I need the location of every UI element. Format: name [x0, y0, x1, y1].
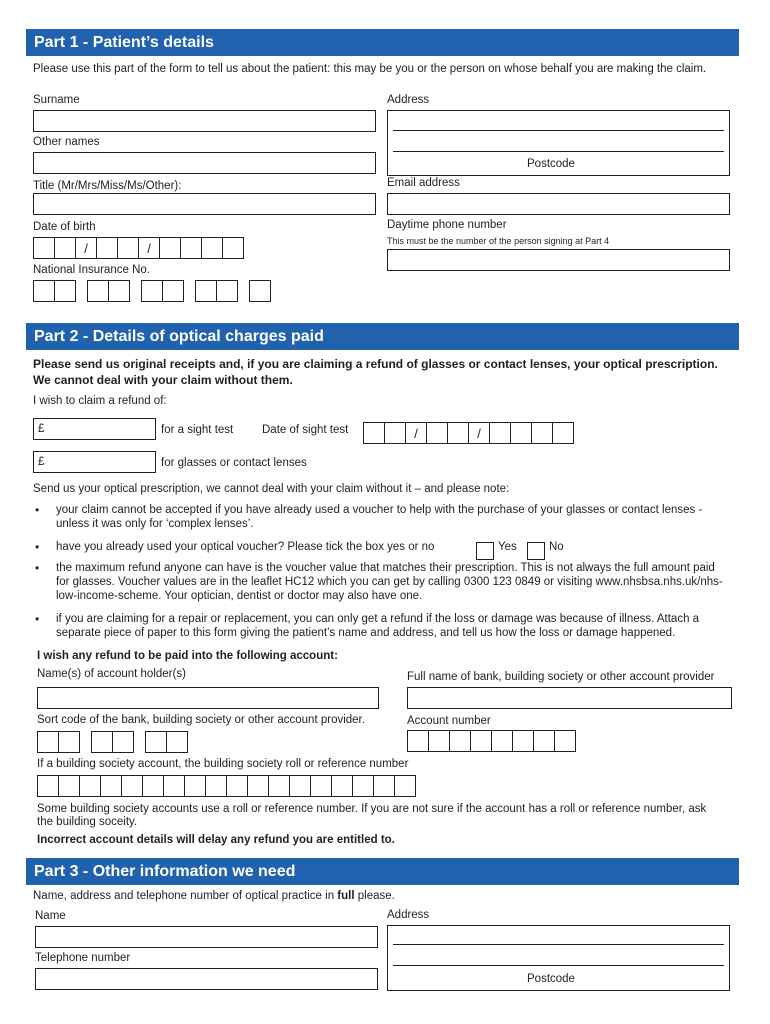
- sort-code-label: Sort code of the bank, building society or other account provider.: [37, 714, 365, 726]
- dob-field[interactable]: [33, 237, 244, 259]
- roll-label: If a building society account, the building society roll or reference number: [37, 758, 409, 770]
- glasses-amount-field[interactable]: [33, 451, 156, 473]
- address-label: Address: [387, 94, 430, 106]
- roll-cell[interactable]: [268, 775, 290, 797]
- bullet-repair: if you are claiming for a repair or replacement, you can only get a refund if the loss or damage was because of illness. Attach a separate piece of paper to this form giving the patient’s name and address, and tell us how the loss or damage happened.: [56, 613, 700, 639]
- currency-symbol: £: [38, 423, 45, 435]
- roll-cell[interactable]: [352, 775, 374, 797]
- surname-field[interactable]: [33, 110, 376, 132]
- part1-intro: Please use this part of the form to tell us about the patient: this may be you or the person on whose behalf you are making the claim.: [33, 63, 707, 75]
- phone-label: Daytime phone number: [387, 219, 507, 231]
- ni-cell[interactable]: [141, 280, 163, 302]
- roll-cell[interactable]: [37, 775, 59, 797]
- sort-code-cell[interactable]: [58, 731, 80, 753]
- phone-note: This must be the number of the person signing at Part 4: [387, 236, 610, 246]
- dob-cell[interactable]: [96, 237, 118, 259]
- bullet-voucher-question: have you already used your optical voucher? Please tick the box yes or no: [56, 541, 435, 553]
- address-line: [393, 130, 724, 131]
- bank-label: Full name of bank, building society or other account provider: [407, 671, 715, 683]
- roll-cell[interactable]: [58, 775, 80, 797]
- phone-field[interactable]: [387, 249, 730, 271]
- part3-intro-text: please.: [354, 890, 395, 902]
- bullet-marker: •: [35, 612, 40, 626]
- roll-number-field[interactable]: [37, 775, 416, 797]
- glasses-label: for glasses or contact lenses: [161, 457, 307, 469]
- dob-label: Date of birth: [33, 221, 96, 233]
- yes-label: Yes: [498, 541, 517, 553]
- roll-cell[interactable]: [394, 775, 416, 797]
- practice-telephone-field[interactable]: [35, 968, 378, 990]
- postcode-label: Postcode: [527, 158, 575, 170]
- sight-test-date-field[interactable]: [363, 422, 574, 444]
- yes-checkbox[interactable]: [476, 542, 494, 560]
- roll-cell[interactable]: [331, 775, 353, 797]
- account-number-cell[interactable]: [470, 730, 492, 752]
- account-number-label: Account number: [407, 715, 491, 727]
- date-cell[interactable]: [447, 422, 469, 444]
- account-number-cell[interactable]: [554, 730, 576, 752]
- date-separator: /: [405, 422, 427, 444]
- account-number-cell[interactable]: [428, 730, 450, 752]
- dob-cell[interactable]: [33, 237, 55, 259]
- ni-cell[interactable]: [249, 280, 271, 302]
- part3-intro-emphasis: full: [337, 890, 355, 902]
- part2-notice: Please send us original receipts and, if you are claiming a refund of glasses or contact lenses, your optical prescription. We cannot deal with your claim without them.: [33, 357, 718, 387]
- roll-cell[interactable]: [226, 775, 248, 797]
- holder-label: Name(s) of account holder(s): [37, 668, 186, 680]
- prescription-note: Send us your optical prescription, we cannot deal with your claim without it – and please note:: [33, 483, 510, 495]
- sight-test-amount-field[interactable]: [33, 418, 156, 440]
- account-number-field[interactable]: [407, 730, 576, 752]
- roll-cell[interactable]: [373, 775, 395, 797]
- ni-cell[interactable]: [216, 280, 238, 302]
- dob-cell[interactable]: [159, 237, 181, 259]
- dob-cell[interactable]: [117, 237, 139, 259]
- account-number-cell[interactable]: [512, 730, 534, 752]
- ni-field[interactable]: [33, 280, 271, 302]
- address-line: [393, 944, 724, 945]
- dob-cell[interactable]: [54, 237, 76, 259]
- account-number-cell[interactable]: [407, 730, 429, 752]
- bullet-marker: •: [35, 540, 40, 554]
- title-field[interactable]: [33, 193, 376, 215]
- practice-name-field[interactable]: [35, 926, 378, 948]
- ni-label: National Insurance No.: [33, 264, 150, 276]
- date-cell[interactable]: [384, 422, 406, 444]
- ni-cell[interactable]: [195, 280, 217, 302]
- no-label: No: [549, 541, 564, 553]
- practice-address-label: Address: [387, 909, 430, 921]
- ni-cell[interactable]: [108, 280, 130, 302]
- part3-heading: Part 3 - Other information we need: [26, 858, 739, 885]
- date-cell[interactable]: [426, 422, 448, 444]
- email-label: Email address: [387, 177, 460, 189]
- ni-cell[interactable]: [33, 280, 55, 302]
- roll-cell[interactable]: [310, 775, 332, 797]
- roll-cell[interactable]: [121, 775, 143, 797]
- part3-intro: [33, 890, 395, 903]
- ni-cell[interactable]: [87, 280, 109, 302]
- dob-cell[interactable]: [201, 237, 223, 259]
- address-line: [393, 151, 724, 152]
- roll-cell[interactable]: [79, 775, 101, 797]
- account-number-cell[interactable]: [449, 730, 471, 752]
- dob-cell[interactable]: [222, 237, 244, 259]
- sort-code-cell[interactable]: [91, 731, 113, 753]
- bullet-maximum-refund: the maximum refund anyone can have is the voucher value that matches their prescription. This is not always the full amount paid for glasses. Voucher values are in the leaflet HC12 which you can get by calling 0300 123 0849 or visiting www.nhsbsa.nhs.uk/nhs-low-income-scheme. Your optician, dentist or doctor may also have one.: [56, 562, 723, 602]
- ni-cell[interactable]: [162, 280, 184, 302]
- other-names-field[interactable]: [33, 152, 376, 174]
- part2-heading: Part 2 - Details of optical charges paid: [26, 323, 739, 350]
- roll-cell[interactable]: [100, 775, 122, 797]
- roll-cell[interactable]: [163, 775, 185, 797]
- sort-code-cell[interactable]: [145, 731, 167, 753]
- account-number-cell[interactable]: [491, 730, 513, 752]
- holder-field[interactable]: [37, 687, 379, 709]
- part3-intro-text: Name, address and telephone number of optical practice in: [33, 890, 338, 902]
- date-cell[interactable]: [531, 422, 553, 444]
- practice-postcode-label: Postcode: [527, 973, 575, 985]
- roll-note: Some building society accounts use a roll or reference number. If you are not sure if the account has a roll or reference number, ask the building soceity.: [37, 803, 707, 828]
- dob-separator: /: [138, 237, 160, 259]
- sort-code-cell[interactable]: [37, 731, 59, 753]
- date-cell[interactable]: [510, 422, 532, 444]
- date-separator: /: [468, 422, 490, 444]
- address-line: [393, 965, 724, 966]
- roll-cell[interactable]: [184, 775, 206, 797]
- title-label: Title (Mr/Mrs/Miss/Ms/Other):: [33, 180, 182, 192]
- bullet-marker: •: [35, 561, 40, 575]
- roll-cell[interactable]: [247, 775, 269, 797]
- sort-code-field[interactable]: [37, 731, 188, 753]
- bullet-marker: •: [35, 503, 40, 517]
- part1-heading: Part 1 - Patient’s details: [26, 29, 739, 56]
- email-field[interactable]: [387, 193, 730, 215]
- surname-label: Surname: [33, 94, 80, 106]
- currency-symbol: £: [38, 456, 45, 468]
- sort-code-cell[interactable]: [166, 731, 188, 753]
- account-heading: I wish any refund to be paid into the following account:: [37, 650, 338, 662]
- date-cell[interactable]: [552, 422, 574, 444]
- account-number-cell[interactable]: [533, 730, 555, 752]
- bullet-voucher-used: your claim cannot be accepted if you have already used a voucher to help with the purchase of your glasses or contact lenses - unless it was only for ‘complex lenses’.: [56, 504, 703, 530]
- account-warning: Incorrect account details will delay any refund you are entitled to.: [37, 834, 395, 846]
- dob-separator: /: [75, 237, 97, 259]
- dob-cell[interactable]: [180, 237, 202, 259]
- practice-name-label: Name: [35, 910, 66, 922]
- practice-telephone-label: Telephone number: [35, 952, 131, 964]
- sort-code-cell[interactable]: [112, 731, 134, 753]
- date-sight-test-label: Date of sight test: [262, 424, 349, 436]
- no-checkbox[interactable]: [527, 542, 545, 560]
- wish-label: I wish to claim a refund of:: [33, 395, 167, 407]
- sight-test-label: for a sight test: [161, 424, 234, 436]
- roll-cell[interactable]: [205, 775, 227, 797]
- roll-cell[interactable]: [142, 775, 164, 797]
- date-cell[interactable]: [363, 422, 385, 444]
- date-cell[interactable]: [489, 422, 511, 444]
- roll-cell[interactable]: [289, 775, 311, 797]
- other-names-label: Other names: [33, 136, 100, 148]
- bank-field[interactable]: [407, 687, 732, 709]
- ni-cell[interactable]: [54, 280, 76, 302]
